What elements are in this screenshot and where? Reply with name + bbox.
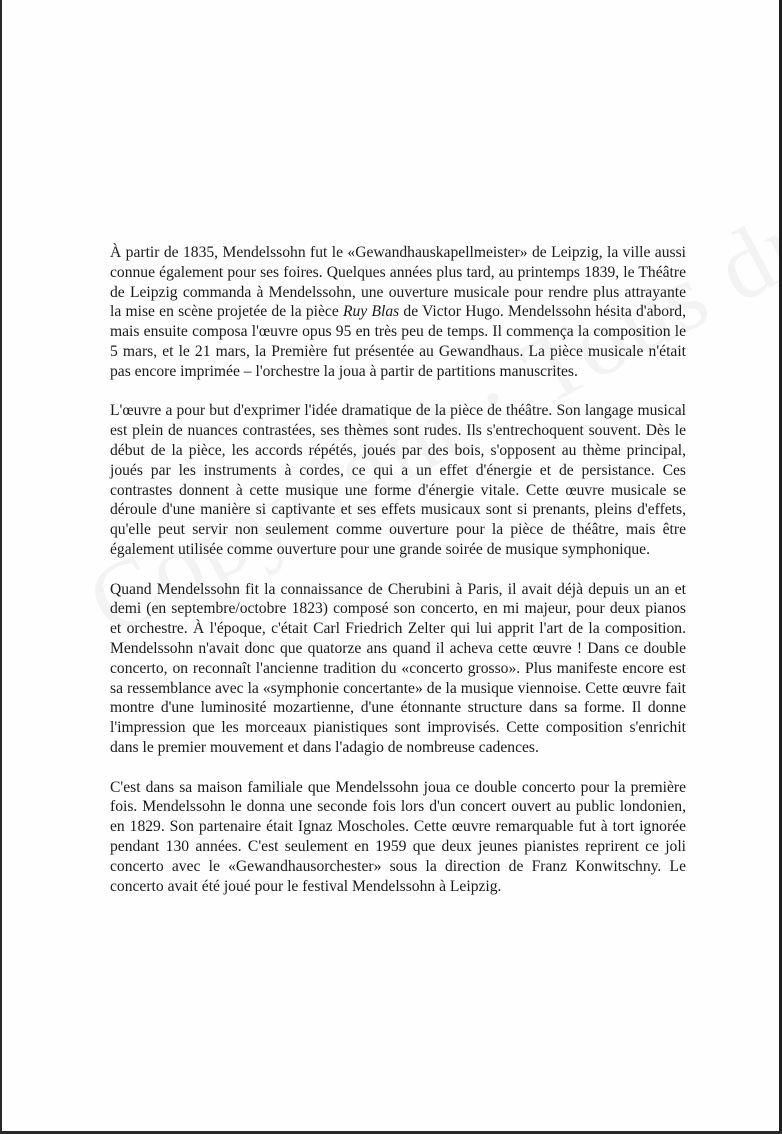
paragraph-oeuvre: L'œuvre a pour but d'exprimer l'idée dramatique de la pièce de théâtre. Son langage musical est plein de nuances contrastées, ses thèmes sont rudes. Ils s'entrechoquent souvent. Dès le début de la pièce, les accords répétés, joués par des bois, s'opposent au thème principal, joués par les instruments à cordes, ce qui a un effet d'énergie et de persistance. Ces contrastes donnent à cette musique une forme d'énergie vitale. Cette œuvre musicale se déroule d'une manière si captivante et ses effets musicaux sont si prenants, pleins d'effets, qu'elle peut servir non seulement comme ouverture pour la pièce de théâtre, mais être également utilisée comme ouverture pour une grande soirée de musique symphonique. xyxy=(110,402,686,558)
paragraph-ruy-blas xyxy=(110,243,686,382)
paragraph-cherubini: Quand Mendelssohn fit la connaissance de Cherubini à Paris, il avait déjà depuis un an et demi (en septembre/octobre 1823) composé son concerto, en mi majeur, pour deux pianos et orchestre. À l'époque, c'était Carl Friedrich Zelter qui lui apprit l'art de la composition. Mendelssohn n'avait donc que quatorze ans quand il acheva cette œuvre ! Dans ce double concerto, on reconnaît l'ancienne tradition du «concerto grosso». Plus manifeste encore est sa ressemblance avec la «symphonie concertante» de la musique viennoise. Cette œuvre fait montre d'une luminosité mozartienne, d'une étonnante structure dans sa forme. Il donne l'impression que les morceaux pianistiques sont improvisés. Cette composition s'enrichit dans le premier mouvement et dans l'adagio de nombreuse cadences. xyxy=(110,580,686,756)
paragraph-double-concerto: C'est dans sa maison familiale que Mendelssohn joua ce double concerto pour la première fois. Mendelssohn le donna une seconde fois lors d'un concert ouvert au public londonien, en 1829. Son partenaire était Ignaz Moscholes. Cette œuvre remarquable fut à tort ignorée pendant 130 années. C'est seulement en 1959 que deux jeunes pianistes reprirent ce joli concerto avec le «Gewandhausorchester» sous la direction de Franz Konwitschny. Le concerto avait été joué pour le festival Mendelssohn à Leipzig. xyxy=(110,778,686,895)
play-title-ruy-blas: Ruy Blas xyxy=(342,303,400,321)
paragraph-1-text-after: de Victor Hugo. Mendelssohn hésita d'abord, mais ensuite composa l'œuvre opus 95 en très peu de temps. Il commença la composition le 5 mars, et le 21 mars, la Première fut présentée au Gewandhaus. La pièce musicale n'était pas encore imprimée – l'orchestre la joua à partir de partitions manuscrites. xyxy=(110,303,686,380)
scan-edge-left xyxy=(0,0,2,1134)
body-text xyxy=(110,243,686,896)
paragraph-1-text-before: À partir de 1835, Mendelssohn fut le «Gewandhauskapellmeister» de Leipzig, la ville aussi connue également pour ses foires. Quelques années plus tard, au printemps 1839, le Théâtre de Leipzig commanda à Mendelssohn, une ouverture musicale pour rendre plus attrayante la mise en scène projetée de la pièce xyxy=(110,244,686,321)
